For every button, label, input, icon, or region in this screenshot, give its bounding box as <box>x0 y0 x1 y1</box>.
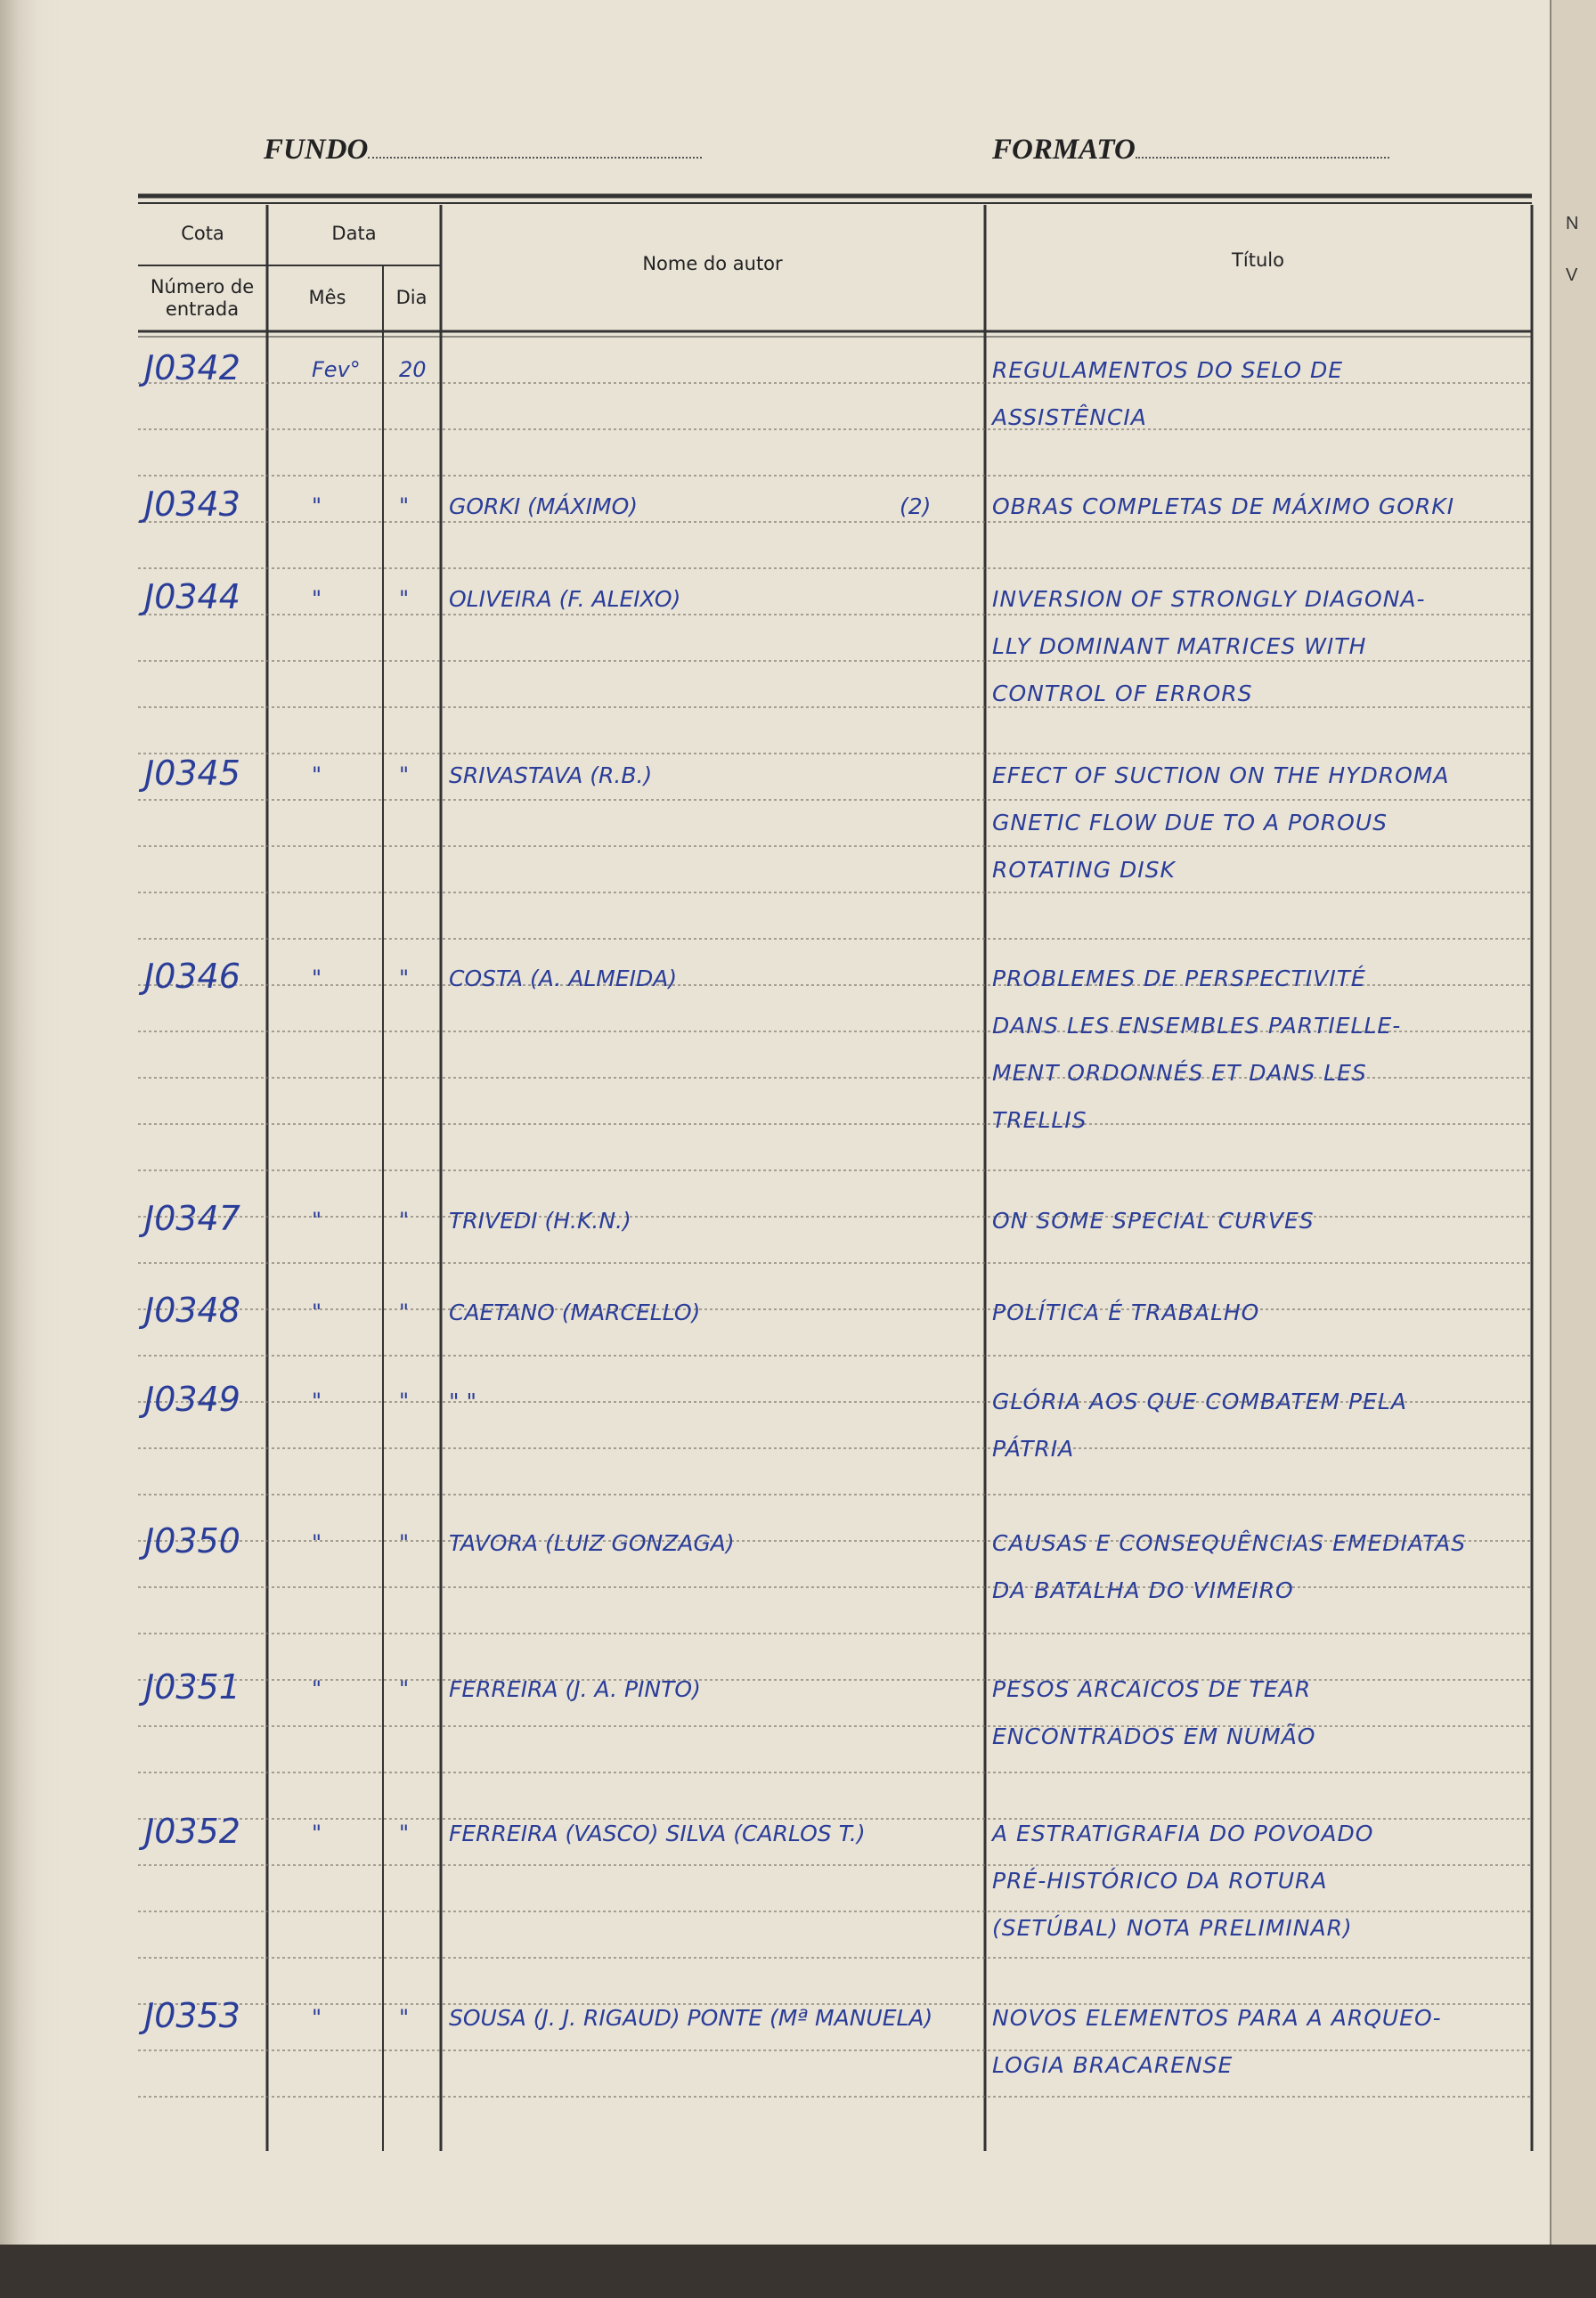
col-data: Data <box>331 223 377 244</box>
entry-number: J0353 <box>144 1996 240 2035</box>
title-line: (SETÚBAL) NOTA PRELIMINAR) <box>992 1915 1353 1941</box>
title-line: PRÉ-HISTÓRICO DA ROTURA <box>992 1868 1328 1894</box>
entry-day: " <box>399 1530 410 1555</box>
entry-month: " <box>312 586 322 611</box>
col-cota: Cota <box>181 223 224 244</box>
entry-number: J0344 <box>144 577 240 616</box>
formato-label: FORMATO <box>992 134 1136 166</box>
title-line: GLÓRIA AOS QUE COMBATEM PELA <box>992 1389 1407 1414</box>
entry-number: J0342 <box>144 348 240 387</box>
entry-day: " <box>399 1676 410 1701</box>
col-numero-entrada: Número de entrada <box>150 276 255 320</box>
title-line: GNETIC FLOW DUE TO A POROUS <box>992 810 1388 835</box>
title-line: POLÍTICA É TRABALHO <box>992 1300 1260 1325</box>
entry-day: " <box>399 493 410 518</box>
entry-number: J0343 <box>144 485 240 524</box>
entry-number: J0346 <box>144 957 240 996</box>
title-line: LOGIA BRACARENSE <box>992 2052 1234 2078</box>
title-line: EFECT OF SUCTION ON THE HYDROMA <box>992 762 1450 788</box>
title-line: CAUSAS E CONSEQUÊNCIAS EMEDIATAS <box>992 1530 1467 1556</box>
title-line: ROTATING DISK <box>992 857 1176 883</box>
entry-number: J0347 <box>144 1199 240 1238</box>
author-name: TRIVEDI (H.K.N.) <box>449 1208 631 1234</box>
entry-month: " <box>312 1300 322 1324</box>
author-name: OLIVEIRA (F. ALEIXO) <box>449 586 681 612</box>
entry-day: " <box>399 586 410 611</box>
entry-number: J0352 <box>144 1812 240 1851</box>
title-line: DA BATALHA DO VIMEIRO <box>992 1577 1294 1603</box>
entry-number: J0345 <box>144 754 240 793</box>
entry-month: " <box>312 762 322 787</box>
title-line: ON SOME SPECIAL CURVES <box>992 1208 1315 1234</box>
entry-day: 20 <box>399 357 427 382</box>
fundo-label: FUNDO <box>264 134 369 166</box>
col-mes: Mês <box>308 287 346 308</box>
title-line: LLY DOMINANT MATRICES WITH <box>992 633 1367 659</box>
entry-month: " <box>312 1389 322 1414</box>
title-line: MENT ORDONNÉS ET DANS LES <box>992 1060 1367 1086</box>
title-line: A ESTRATIGRAFIA DO POVOADO <box>992 1821 1374 1846</box>
title-line: ASSISTÊNCIA <box>992 404 1147 430</box>
entry-day: " <box>399 1300 410 1324</box>
title-line: ENCONTRADOS EM NUMÃO <box>992 1724 1316 1749</box>
author-name: SOUSA (J. J. RIGAUD) PONTE (Mª MANUELA) <box>449 2005 933 2031</box>
entry-month: " <box>312 1530 322 1555</box>
entry-month: Fev° <box>312 357 361 382</box>
entry-number: J0350 <box>144 1521 240 1561</box>
entry-number: J0349 <box>144 1380 240 1419</box>
author-name: GORKI (MÁXIMO) <box>449 493 639 519</box>
cut-off-column-label: N V <box>1566 214 1579 285</box>
title-line: OBRAS COMPLETAS DE MÁXIMO GORKI <box>992 493 1455 519</box>
title-line: REGULAMENTOS DO SELO DE <box>992 357 1344 383</box>
entry-day: " <box>399 2005 410 2030</box>
author-name: SRIVASTAVA (R.B.) <box>449 762 653 788</box>
author-name: FERREIRA (VASCO) SILVA (CARLOS T.) <box>449 1821 866 1846</box>
entry-number: J0348 <box>144 1291 240 1330</box>
entry-month: " <box>312 2005 322 2030</box>
col-dia: Dia <box>395 287 428 308</box>
title-line: TRELLIS <box>992 1107 1087 1133</box>
author-name: TAVORA (LUIZ GONZAGA) <box>449 1530 735 1556</box>
title-line: PESOS ARCAICOS DE TEAR <box>992 1676 1312 1702</box>
entry-month: " <box>312 493 322 518</box>
entry-day: " <box>399 1208 410 1233</box>
title-line: INVERSION OF STRONGLY DIAGONA- <box>992 586 1426 612</box>
author-name: CAETANO (MARCELLO) <box>449 1300 701 1325</box>
volume-count: (2) <box>900 493 932 519</box>
title-line: CONTROL OF ERRORS <box>992 680 1253 706</box>
entry-number: J0351 <box>144 1667 240 1707</box>
entry-month: " <box>312 1676 322 1701</box>
entry-month: " <box>312 1208 322 1233</box>
entry-day: " <box>399 1389 410 1414</box>
col-nome-autor: Nome do autor <box>642 253 783 274</box>
title-line: PROBLEMES DE PERSPECTIVITÉ <box>992 966 1366 991</box>
author-name: " " <box>449 1389 476 1414</box>
entry-month: " <box>312 966 322 990</box>
entry-month: " <box>312 1821 322 1846</box>
title-line: DANS LES ENSEMBLES PARTIELLE- <box>992 1013 1402 1039</box>
entry-day: " <box>399 966 410 990</box>
author-name: COSTA (A. ALMEIDA) <box>449 966 678 991</box>
title-line: PÁTRIA <box>992 1436 1075 1462</box>
author-name: FERREIRA (J. A. PINTO) <box>449 1676 701 1702</box>
entry-day: " <box>399 1821 410 1846</box>
col-titulo: Título <box>1232 249 1284 271</box>
title-line: NOVOS ELEMENTOS PARA A ARQUEO- <box>992 2005 1442 2031</box>
entry-day: " <box>399 762 410 787</box>
